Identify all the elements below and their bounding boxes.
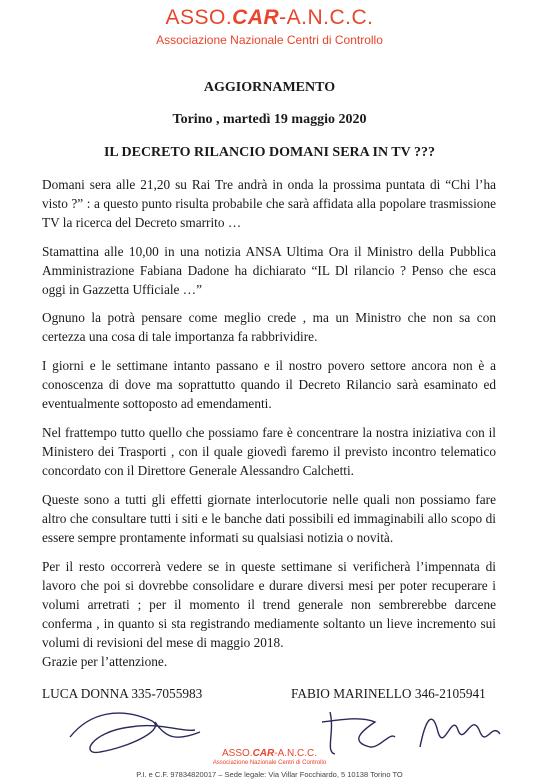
closing-line: Grazie per l’attenzione. (42, 654, 168, 669)
paragraph: Nel frattempo tutto quello che possiamo fare è concentrare la nostra iniziativa con il Ministero dei Trasporti , con il quale giovedì faremo il previsto incontro telematico concordato con il Direttore Generale Alessandro Calchetti. (42, 425, 496, 478)
footer-logo (0, 748, 539, 759)
footer-logo-subtitle: Associazione Nazionale Centri di Controllo (212, 760, 327, 766)
footer-logo-prefix: ASSO. (221, 748, 253, 759)
footer-address: P.I. e C.F. 97834820017 – Sede legale: Via Villar Focchiardo, 5 10138 Torino TO (136, 770, 403, 779)
header-logo-subtitle: Associazione Nazionale Centri di Controllo (156, 33, 383, 47)
paragraph: Per il resto occorrerà vedere se in queste settimane si verificherà l’impennata di lavoro che poi si dovrebbe consolidare e durare diversi mesi per poter recuperare i volumi arretrati ; per il momento il trend generale non sembrerebbe darcene conferma , in quanto si sta registrando mediamente soltanto un lieve incremento sui volumi di revisioni del mese di maggio 2018. (42, 559, 496, 650)
logo-suffix: -A.N.C.C. (279, 6, 374, 29)
footer-logo-car: CAR (252, 748, 275, 759)
signatory-right: FABIO MARINELLO 346-2105941 (291, 686, 486, 701)
paragraph: I giorni e le settimane intanto passano e il nostro povero settore ancora non è a conoscenza di dove ma soprattutto quando il Decreto Rilancio sarà esaminato ed eventualmente sottoposto ad emendamenti. (42, 358, 496, 411)
paragraph: Ognuno la potrà pensare come meglio crede , ma un Ministro che non sa con certezza una cosa di tale importanza fa rabbrividire. (42, 310, 496, 344)
footer-logo-suffix: -A.N.C.C. (274, 748, 318, 759)
document-heading: AGGIORNAMENTO (203, 80, 336, 95)
header-logo (0, 6, 539, 30)
logo-car: CAR (232, 6, 280, 29)
date-line: Torino , martedì 19 maggio 2020 (172, 112, 367, 127)
paragraph: Domani sera alle 21,20 su Rai Tre andrà in onda la prossima puntata di “Chi l’ha visto ?” : a questo punto risulta probabile che sarà affidata alla popolare trasmissione TV la ricerca del Decreto smarrito … (42, 177, 496, 230)
subject-line: IL DECRETO RILANCIO DOMANI SERA IN TV ??? (103, 145, 436, 160)
paragraph: Queste sono a tutti gli effetti giornate interlocutorie nelle quali non possiamo fare altro che consultare tutti i siti e le banche dati possibili ed immaginabili allo scopo di essere sempre prontamente informati su qualsiasi notizia o novità. (42, 492, 496, 545)
paragraph: Stamattina alle 10,00 in una notizia ANSA Ultima Ora il Ministro della Pubblica Amministrazione Fabiana Dadone ha dichiarato “IL Dl rilancio ? Penso che esca oggi in Gazzetta Ufficiale …” (42, 244, 496, 297)
signatory-left: LUCA DONNA 335-7055983 (42, 686, 203, 701)
logo-prefix: ASSO. (165, 6, 233, 29)
